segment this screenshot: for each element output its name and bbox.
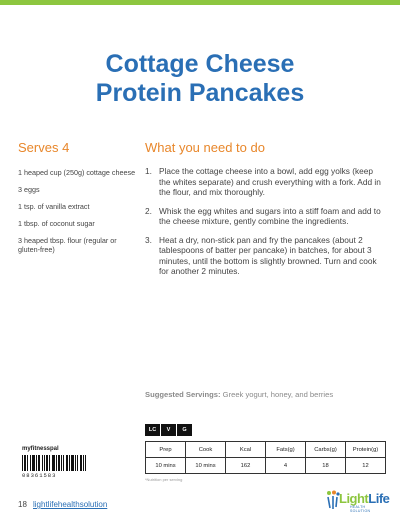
ingredient-item: 3 eggs — [18, 185, 40, 194]
recipe-title — [0, 50, 400, 108]
step-text: Whisk the egg whites and sugars into a stiff foam and add to the cheese mixture, gently combine the ingredients. — [159, 205, 381, 226]
serves-heading: Serves 4 — [18, 140, 70, 155]
nutrition-value-row — [146, 458, 386, 474]
nutrition-header-row — [146, 442, 386, 458]
website-link[interactable]: lightlifehealthsolution — [33, 500, 108, 509]
logo-life: Life — [368, 491, 390, 506]
nutrition-value-cell: 10 mins — [186, 458, 226, 474]
barcode-icon — [22, 455, 102, 471]
recipe-title-line-2: Protein Pancakes — [95, 79, 305, 107]
nutrition-value-cell: 4 — [266, 458, 306, 474]
lightlife-figure-icon — [326, 490, 340, 510]
diet-badge-v: V — [161, 424, 176, 436]
nutrition-value-cell: 18 — [306, 458, 346, 474]
diet-badges — [145, 424, 193, 436]
nutrition-value-cell: 162 — [226, 458, 266, 474]
nutrition-header-cell: Protein(g) — [346, 442, 386, 458]
logo-subtitle: HEALTH SOLUTION — [350, 505, 371, 513]
nutrition-value-cell: 12 — [346, 458, 386, 474]
method-step — [145, 166, 385, 198]
page-number: 18 — [18, 500, 27, 509]
ingredient-item: 3 heaped tbsp. flour (regular or gluten-free) — [18, 236, 117, 254]
nutrition-header-cell: Kcal — [226, 442, 266, 458]
method-step — [145, 235, 385, 277]
diet-badge-g: G — [177, 424, 192, 436]
nutrition-table — [145, 441, 386, 474]
barcode-number: 08361583 — [22, 472, 57, 479]
myfitnesspal-block — [22, 446, 102, 479]
logo-light: Light — [339, 491, 369, 506]
method-step — [145, 206, 385, 227]
step-text: Place the cottage cheese into a bowl, add egg yolks (keep the whites separate) and crush everything with a fork. Add in the flour, and mix thoroughly. — [159, 166, 381, 197]
ingredient-item: 1 tbsp. of coconut sugar — [18, 219, 95, 228]
nutrition-header-cell: Fats(g) — [266, 442, 306, 458]
myfitnesspal-label: myfitnesspal — [22, 446, 59, 452]
step-number: 3. — [145, 234, 152, 245]
ingredient-item: 1 heaped cup (250g) cottage cheese — [18, 168, 136, 177]
step-number: 1. — [145, 166, 152, 176]
lightlife-logo — [326, 490, 390, 513]
nutrition-header-cell: Carbs(g) — [306, 442, 346, 458]
nutrition-value-cell: 10 mins — [146, 458, 186, 474]
step-number: 2. — [145, 205, 152, 216]
ingredient-item: 1 tsp. of vanilla extract — [18, 202, 90, 211]
lightlife-wordmark — [339, 491, 389, 506]
method-steps — [145, 166, 385, 285]
suggested-servings — [145, 390, 333, 399]
method-heading: What you need to do — [145, 140, 265, 155]
nutrition-note: *Nutrition per serving — [145, 477, 183, 482]
ingredient-list — [18, 168, 136, 262]
recipe-title-line-1: Cottage Cheese — [105, 50, 295, 78]
suggested-servings-value: Greek yogurt, honey, and berries — [222, 390, 334, 399]
nutrition-header-cell: Cook — [186, 442, 226, 458]
suggested-servings-label: Suggested Servings: — [145, 390, 221, 399]
diet-badge-lc: LC — [145, 424, 160, 436]
step-text: Heat a dry, non-stick pan and fry the pancakes (about 2 tablespoons of batter per pancake) in batches, for about 3 minutes, until the bottom is slightly browned. Turn and cook for another 2 minutes. — [159, 234, 377, 276]
top-accent-bar — [0, 0, 400, 5]
nutrition-header-cell: Prep — [146, 442, 186, 458]
